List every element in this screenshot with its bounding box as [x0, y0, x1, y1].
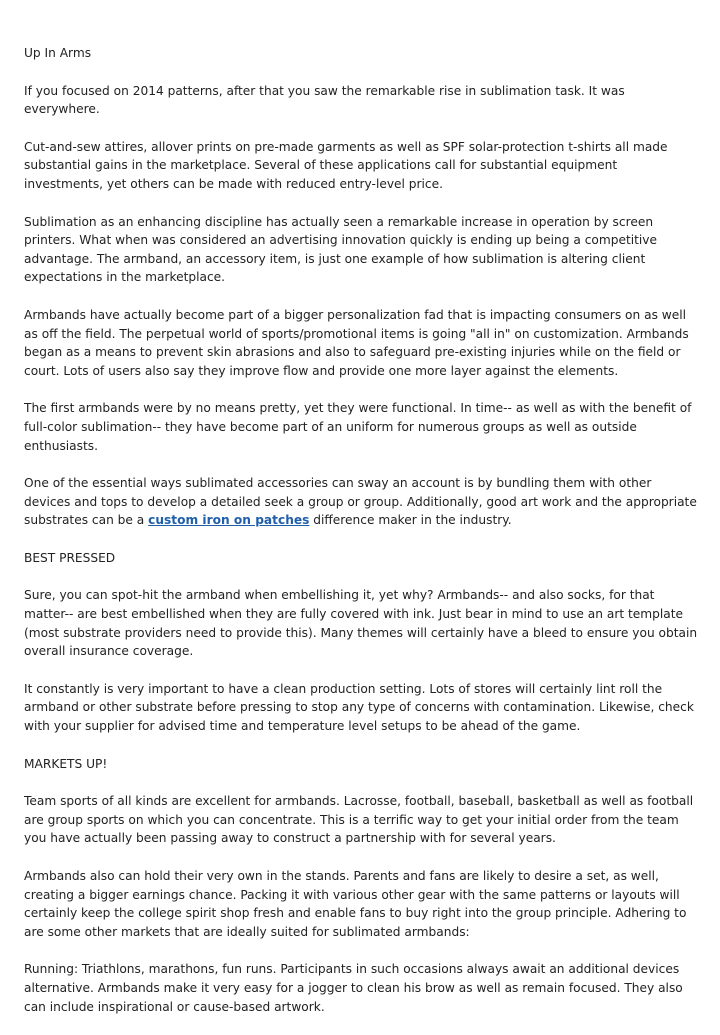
- paragraph-spot-hit: Sure, you can spot-hit the armband when embellishing it, yet why? Armbands-- and also socks, for that matter-- are best embellished when they are fully covered with ink. Just bear in mind to use an art template (most substrate providers need to provide this). Many themes will certainly have a bleed to ensure you obtain overall insurance coverage.: [24, 588, 698, 659]
- paragraph-armbands-personalization: Armbands have actually become part of a bigger personalization fad that is impacting consumers on as well as off the field. The perpetual world of sports/promotional items is going "all in" on customization. Armbands began as a means to prevent skin abrasions and also to safeguard pre-existing injuries while on the field or court. Lots of users also say they improve flow and provide one more layer against the elements.: [24, 307, 689, 378]
- heading-up-in-arms: Up In Arms: [24, 46, 92, 60]
- paragraph-stands: Armbands also can hold their very own in the stands. Parents and fans are likely to desire a set, as well, creating a bigger earnings chance. Packing it with various other gear with the same patterns or layouts will certainly keep the college spirit shop fresh and enable fans to buy right into the group principle. Adhering to are some other markets that are ideally suited for sublimated armbands:: [24, 869, 687, 939]
- paragraph-clean-production: It constantly is very important to have a clean production setting. Lots of stores will certainly lint roll the armband or other substrate before pressing to stop any type of concerns with contamination. Likewise, check with your supplier for advised time and temperature level setups to be ahead of the game.: [24, 681, 694, 734]
- heading-markets-up: MARKETS UP!: [24, 756, 108, 771]
- document-body: [24, 44, 700, 1035]
- heading-best-pressed: BEST PRESSED: [24, 550, 116, 565]
- custom-iron-on-patches-link[interactable]: custom iron on patches: [148, 513, 310, 528]
- paragraph-running: Running: Triathlons, marathons, fun runs. Participants in such occasions always await an additional devices alternative. Armbands make it very easy for a jogger to clean his brow as well as remain focused. They also can include inspirational or cause-based artwork.: [24, 962, 683, 1014]
- paragraph-bundling-text-after: difference maker in the industry.: [309, 513, 512, 528]
- paragraph-2014-patterns: If you focused on 2014 patterns, after that you saw the remarkable rise in sublimation task. It was everywhere.: [24, 83, 625, 117]
- paragraph-cut-and-sew: Cut-and-sew attires, allover prints on pre-made garments as well as SPF solar-protection t-shirts all made substantial gains in the marketplace. Several of these applications call for substantial equipment investments, yet others can be made with reduced entry-level price.: [24, 139, 668, 191]
- paragraph-first-armbands: The first armbands were by no means pretty, yet they were functional. In time-- as well as with the benefit of full-color sublimation-- they have become part of an uniform for numerous groups as well as outside enthusiasts.: [24, 401, 692, 453]
- paragraph-sublimation-discipline: Sublimation as an enhancing discipline has actually seen a remarkable increase in operation by screen printers. What when was considered an advertising innovation quickly is ending up being a competitive advantage. The armband, an accessory item, is just one example of how sublimation is altering client expectations in the marketplace.: [24, 214, 658, 285]
- paragraph-bundling-text-before: One of the essential ways sublimated accessories can sway an account is by bundling them with other devices and tops to develop a detailed seek a group or group. Additionally, good art work and the appropriate substrates can be a: [24, 476, 697, 528]
- paragraph-bundling: [24, 474, 700, 530]
- paragraph-team-sports: Team sports of all kinds are excellent for armbands. Lacrosse, football, baseball, basketball as well as football are group sports on which you can concentrate. This is a terrific way to get your initial order from the team you have actually been passing away to construct a partnership with for several years.: [24, 794, 694, 846]
